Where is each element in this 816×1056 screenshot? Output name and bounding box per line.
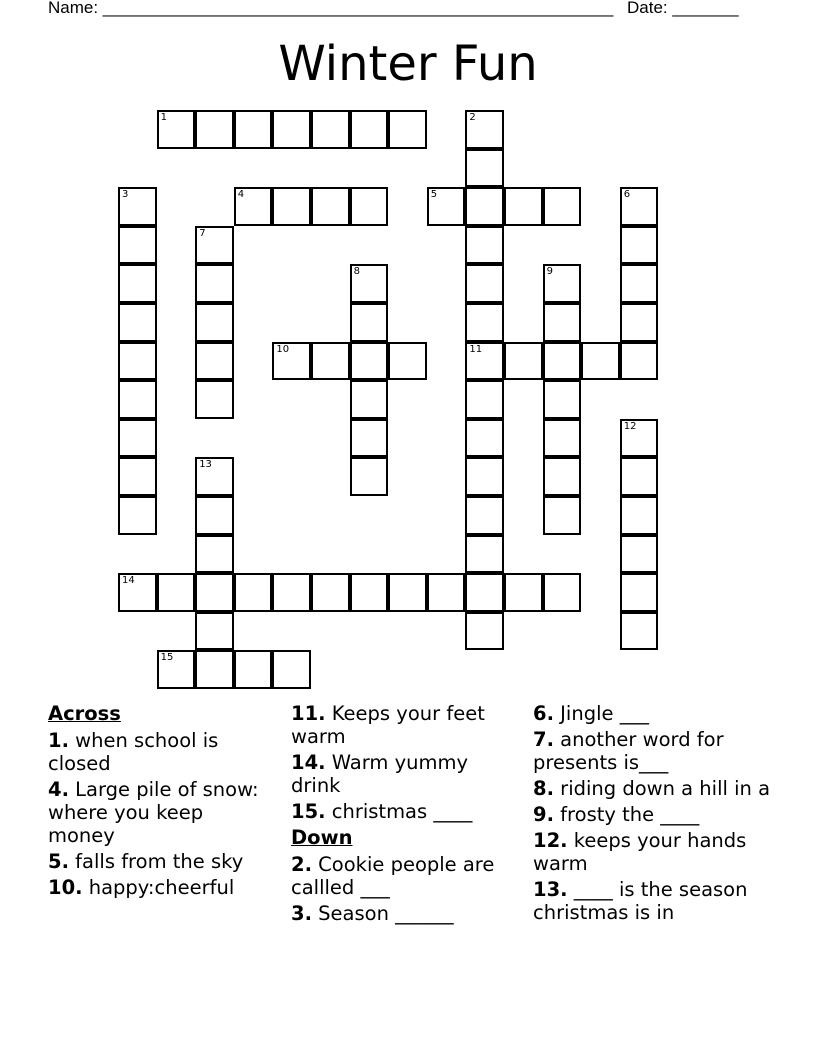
- grid-cell[interactable]: [465, 303, 504, 342]
- grid-cell[interactable]: [620, 303, 659, 342]
- grid-cell[interactable]: [157, 650, 196, 689]
- clue-number: 14: [122, 575, 135, 587]
- clue-across-10: 10. happy:cheerful: [48, 876, 235, 899]
- grid-cell[interactable]: [543, 303, 582, 342]
- grid-cell[interactable]: [543, 573, 582, 612]
- grid-cell[interactable]: [543, 380, 582, 419]
- grid-cell[interactable]: [118, 264, 157, 303]
- grid-cell[interactable]: [195, 573, 234, 612]
- clue-down-6: 6. Jingle ___: [533, 702, 649, 725]
- grid-cell[interactable]: [465, 419, 504, 458]
- grid-cell[interactable]: [195, 457, 234, 496]
- clues-column-2: [291, 702, 519, 928]
- clue-number: 3: [122, 189, 129, 201]
- grid-cell[interactable]: [620, 226, 659, 265]
- grid-cell[interactable]: [118, 226, 157, 265]
- grid-cell[interactable]: [388, 573, 427, 612]
- grid-cell[interactable]: [311, 342, 350, 381]
- grid-cell[interactable]: [620, 419, 659, 458]
- grid-cell[interactable]: [118, 496, 157, 535]
- grid-cell[interactable]: [272, 573, 311, 612]
- grid-cell[interactable]: [543, 342, 582, 381]
- name-field: Name: ______________________________________________________: [48, 0, 614, 17]
- grid-cell[interactable]: [195, 303, 234, 342]
- grid-cell[interactable]: [620, 187, 659, 226]
- grid-cell[interactable]: [234, 187, 273, 226]
- clue-down-9: 9. frosty the ____: [533, 803, 700, 826]
- date-field: Date: _______: [627, 0, 739, 17]
- grid-cell[interactable]: [543, 187, 582, 226]
- grid-cell[interactable]: [620, 573, 659, 612]
- clue-number: 11: [469, 343, 483, 355]
- grid-cell[interactable]: [465, 110, 504, 149]
- clue-number: 1: [160, 112, 167, 123]
- grid-cell[interactable]: [427, 187, 466, 226]
- grid-cell[interactable]: [118, 419, 157, 458]
- grid-cell[interactable]: [465, 226, 504, 265]
- clue-number: 5: [430, 189, 438, 201]
- grid-cell[interactable]: [195, 650, 234, 689]
- clue-down-7: 7. another word for presents is___: [533, 728, 724, 774]
- clue-across-4: 4. Large pile of snow: where you keep money: [48, 778, 259, 847]
- grid-cell[interactable]: [157, 573, 196, 612]
- clue-down-3: 3. Season ______: [291, 902, 454, 925]
- grid-cell[interactable]: [311, 573, 350, 612]
- grid-cell[interactable]: [234, 650, 273, 689]
- grid-cell[interactable]: [350, 303, 389, 342]
- grid-cell[interactable]: [157, 110, 196, 149]
- grid-cell[interactable]: [195, 264, 234, 303]
- clue-down-8: 8. riding down a hill in a: [533, 777, 771, 800]
- grid-cell[interactable]: [620, 342, 659, 381]
- grid-cell[interactable]: [350, 342, 389, 381]
- grid-cell[interactable]: [465, 496, 504, 535]
- grid-cell[interactable]: [620, 457, 659, 496]
- grid-cell[interactable]: [195, 496, 234, 535]
- grid-cell[interactable]: [234, 110, 273, 149]
- page-title: Winter Fun: [278, 36, 538, 92]
- grid-cell[interactable]: [272, 187, 311, 226]
- clue-number: 2: [469, 112, 476, 123]
- grid-cell[interactable]: [118, 303, 157, 342]
- grid-cell[interactable]: [465, 264, 504, 303]
- grid-cell[interactable]: [195, 612, 234, 651]
- clue-number: 6: [623, 189, 631, 201]
- clue-across-1: 1. when school is closed: [48, 729, 219, 775]
- grid-cell[interactable]: [543, 419, 582, 458]
- grid-cell[interactable]: [350, 573, 389, 612]
- grid-cell[interactable]: [118, 187, 157, 226]
- clue-down-12: 12. keeps your hands warm: [533, 829, 747, 875]
- clue-across-15: 15. christmas ____: [291, 800, 473, 823]
- grid-cell[interactable]: [118, 380, 157, 419]
- grid-cell[interactable]: [620, 496, 659, 535]
- clue-number: 9: [546, 266, 553, 278]
- grid-cell[interactable]: [195, 110, 234, 149]
- grid-cell[interactable]: [465, 342, 504, 381]
- grid-cell[interactable]: [427, 573, 466, 612]
- clue-number: 15: [160, 652, 174, 664]
- grid-cell[interactable]: [543, 496, 582, 535]
- grid-cell[interactable]: [195, 226, 234, 265]
- grid-cell[interactable]: [195, 342, 234, 381]
- grid-cell[interactable]: [350, 457, 389, 496]
- clues-column-1: [48, 702, 273, 902]
- grid-cell[interactable]: [272, 650, 311, 689]
- grid-cell[interactable]: [504, 573, 543, 612]
- grid-cell[interactable]: [311, 187, 350, 226]
- clue-number: 10: [276, 343, 290, 355]
- grid-cell[interactable]: [195, 535, 234, 574]
- grid-cell[interactable]: [272, 342, 311, 381]
- clue-across-5: 5. falls from the sky: [48, 850, 244, 873]
- grid-cell[interactable]: [620, 264, 659, 303]
- clue-across-11: 11. Keeps your feet warm: [291, 702, 485, 748]
- grid-cell[interactable]: [620, 535, 659, 574]
- grid-cell[interactable]: [195, 380, 234, 419]
- down-heading: Down: [291, 826, 353, 849]
- clue-down-2: 2. Cookie people are callled ___: [291, 853, 495, 899]
- grid-cell[interactable]: [620, 612, 659, 651]
- grid-cell[interactable]: [388, 110, 427, 149]
- grid-cell[interactable]: [504, 187, 543, 226]
- grid-cell[interactable]: [465, 380, 504, 419]
- grid-cell[interactable]: [388, 342, 427, 381]
- clue-across-14: 14. Warm yummy drink: [291, 751, 469, 797]
- grid-cell[interactable]: [311, 110, 350, 149]
- grid-cell[interactable]: [581, 342, 620, 381]
- grid-cell[interactable]: [465, 612, 504, 651]
- grid-cell[interactable]: [234, 573, 273, 612]
- grid-cell[interactable]: [118, 342, 157, 381]
- clue-number: 13: [199, 459, 212, 471]
- grid-cell[interactable]: [350, 264, 389, 303]
- grid-cell[interactable]: [350, 380, 389, 419]
- grid-cell[interactable]: [465, 187, 504, 226]
- grid-cell[interactable]: [465, 535, 504, 574]
- grid-cell[interactable]: [272, 110, 311, 149]
- grid-cell[interactable]: [543, 264, 582, 303]
- grid-cell[interactable]: [465, 149, 504, 188]
- clues-column-3: [533, 702, 793, 927]
- grid-cell[interactable]: [504, 342, 543, 381]
- grid-cell[interactable]: [350, 419, 389, 458]
- grid-cell[interactable]: [118, 457, 157, 496]
- clue-number: 7: [199, 227, 206, 239]
- grid-cell[interactable]: [118, 573, 157, 612]
- clue-number: 4: [237, 189, 245, 201]
- grid-cell[interactable]: [543, 457, 582, 496]
- grid-cell[interactable]: [350, 187, 389, 226]
- clue-number: 8: [353, 266, 360, 278]
- grid-cell[interactable]: [350, 110, 389, 149]
- clue-down-13: 13. ____ is the season christmas is in: [533, 878, 748, 924]
- across-heading: Across: [48, 702, 121, 725]
- grid-cell[interactable]: [465, 573, 504, 612]
- grid-cell[interactable]: [465, 457, 504, 496]
- clue-number: 12: [623, 420, 637, 432]
